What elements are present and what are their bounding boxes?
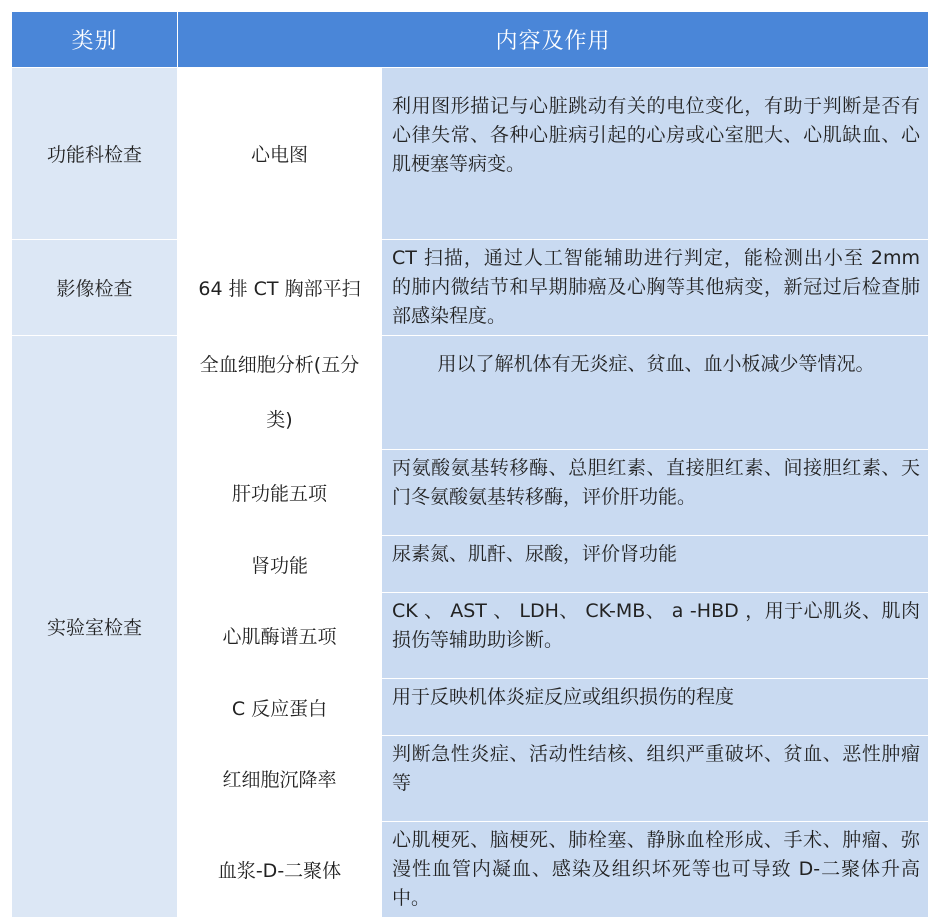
desc-crp: 用于反映机体炎症反应或组织损伤的程度	[382, 679, 929, 736]
item-cbc-line2: 类)	[266, 408, 293, 431]
item-cardiac-enzymes: 心肌酶谱五项	[178, 593, 382, 679]
header-content: 内容及作用	[178, 12, 929, 68]
exam-table	[11, 11, 929, 918]
desc-ct: CT 扫描，通过人工智能辅助进行判定，能检测出小至 2mm 的肺内微结节和早期肺癌及心胸等其他病变，新冠过后检查肺部感染程度。	[382, 240, 929, 336]
desc-cbc: 用以了解机体有无炎症、贫血、血小板减少等情况。	[382, 336, 929, 450]
table-row	[12, 240, 929, 336]
desc-d-dimer: 心肌梗死、脑梗死、肺栓塞、静脉血栓形成、手术、肿瘤、弥漫性血管内凝血、感染及组织坏死等也可导致 D-二聚体升高中。	[382, 822, 929, 918]
item-d-dimer: 血浆-D-二聚体	[178, 822, 382, 918]
item-crp: C 反应蛋白	[178, 679, 382, 736]
desc-kidney: 尿素氮、肌酐、尿酸，评价肾功能	[382, 536, 929, 593]
table-row	[12, 68, 929, 240]
desc-liver: 丙氨酸氨基转移酶、总胆红素、直接胆红素、间接胆红素、天门冬氨酸氨基转移酶，评价肝功能。	[382, 450, 929, 536]
item-cbc-line1: 全血细胞分析(五分	[199, 353, 360, 376]
desc-ecg: 利用图形描记与心脏跳动有关的电位变化，有助于判断是否有心律失常、各种心脏病引起的心房或心室肥大、心肌缺血、心肌梗塞等病变。	[382, 68, 929, 240]
table-row	[12, 336, 929, 450]
desc-cardiac-enzymes: CK 、 AST 、 LDH、 CK-MB、 a -HBD ，用于心肌炎、肌肉损伤等辅助助诊断。	[382, 593, 929, 679]
category-lab: 实验室检查	[12, 336, 178, 918]
header-category: 类别	[12, 12, 178, 68]
table-header-row	[12, 12, 929, 68]
category-functional: 功能科检查	[12, 68, 178, 240]
desc-esr: 判断急性炎症、活动性结核、组织严重破坏、贫血、恶性肿瘤等	[382, 736, 929, 822]
item-cbc	[178, 336, 382, 450]
exam-table-container	[11, 11, 928, 909]
item-ecg: 心电图	[178, 68, 382, 240]
item-liver: 肝功能五项	[178, 450, 382, 536]
item-esr: 红细胞沉降率	[178, 736, 382, 822]
item-ct: 64 排 CT 胸部平扫	[178, 240, 382, 336]
category-imaging: 影像检查	[12, 240, 178, 336]
item-kidney: 肾功能	[178, 536, 382, 593]
